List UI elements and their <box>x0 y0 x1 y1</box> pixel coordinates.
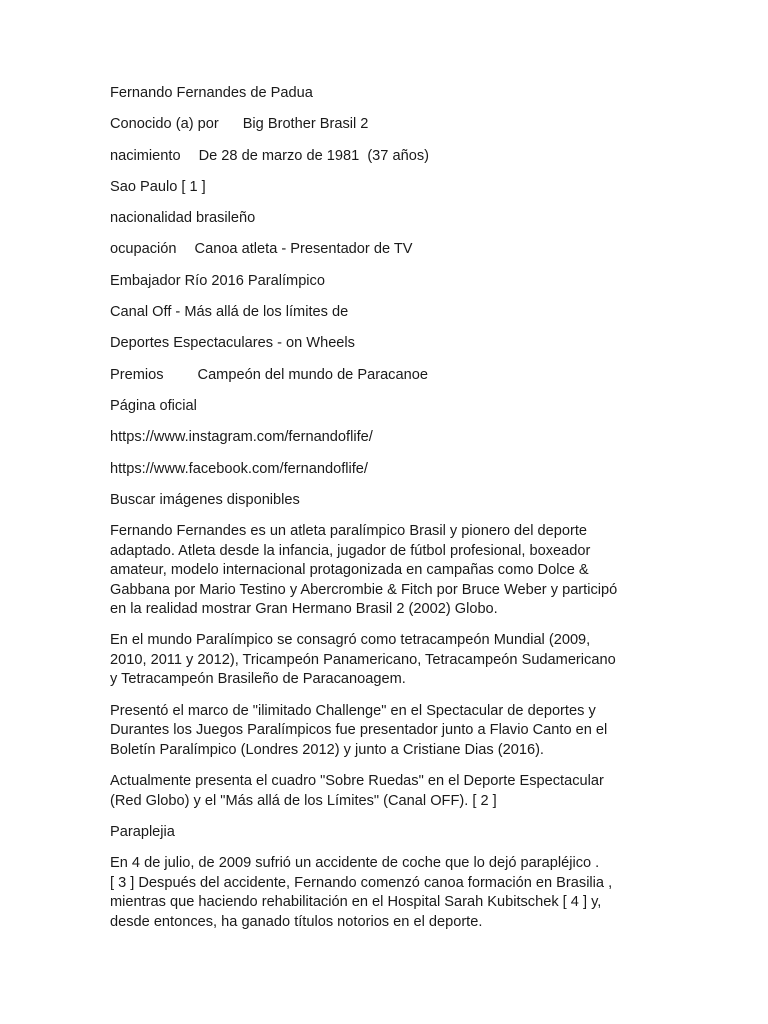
paragraph-presenter <box>110 702 656 761</box>
document-page <box>110 84 656 944</box>
paragraph-line: En 4 de julio, de 2009 sufrió un accidente de coche que lo dejó parapléjico . <box>110 855 600 872</box>
document-title: Fernando Fernandes de Padua <box>110 85 313 101</box>
section-heading-paraplejia: Paraplejia <box>110 823 175 840</box>
known-for-value: Big Brother Brasil 2 <box>242 116 369 133</box>
birth-label: nacimiento <box>110 147 181 164</box>
known-for-row <box>110 115 656 135</box>
awards-value: Campeón del mundo de Paracanoe <box>197 366 428 383</box>
canal-off: Canal Off - Más allá de los límites de <box>110 304 349 321</box>
paragraph-line: 2010, 2011 y 2012), Tricampeón Panamericano, Tetracampeón Sudamericano <box>110 651 616 668</box>
instagram-link[interactable]: https://www.instagram.com/fernandoflife/ <box>110 429 373 446</box>
paragraph-line: [ 3 ] Después del accidente, Fernando comenzó canoa formación en Brasilia , <box>110 874 613 891</box>
official-page: Página oficial <box>110 397 197 414</box>
paragraph-line: desde entonces, ha ganado títulos notorios en el deporte. <box>110 913 483 930</box>
ambassador: Embajador Río 2016 Paralímpico <box>110 272 325 289</box>
paragraph-paralympic <box>110 631 656 690</box>
facebook-link[interactable]: https://www.facebook.com/fernandoflife/ <box>110 460 368 477</box>
paragraph-line: adaptado. Atleta desde la infancia, jugador de fútbol profesional, boxeador <box>110 542 591 559</box>
paragraph-line: En el mundo Paralímpico se consagró como tetracampeón Mundial (2009, <box>110 632 591 649</box>
nationality: nacionalidad brasileño <box>110 210 256 227</box>
deportes-espectaculares: Deportes Espectaculares - on Wheels <box>110 335 355 352</box>
paragraph-line: Gabbana por Mario Testino y Abercrombie & Fitch por Bruce Weber y participó <box>110 581 618 598</box>
birthplace: Sao Paulo [ 1 ] <box>110 178 206 195</box>
awards-label: Premios <box>110 366 164 383</box>
birth-row <box>110 147 656 167</box>
paragraph-line: en la realidad mostrar Gran Hermano Brasil 2 (2002) Globo. <box>110 601 498 618</box>
occupation-value: Canoa atleta - Presentador de TV <box>194 241 413 258</box>
paragraph-current <box>110 772 656 811</box>
search-images-link[interactable]: Buscar imágenes disponibles <box>110 491 300 508</box>
occupation-label: ocupación <box>110 241 177 258</box>
paragraph-line: mientras que haciendo rehabilitación en el Hospital Sarah Kubitschek [ 4 ] y, <box>110 894 602 911</box>
occupation-row <box>110 240 656 260</box>
paragraph-intro <box>110 522 656 620</box>
birth-value: De 28 de marzo de 1981 (37 años) <box>198 147 429 164</box>
known-for-label: Conocido (a) por <box>110 116 219 133</box>
paragraph-line: Actualmente presenta el cuadro "Sobre Ruedas" en el Deporte Espectacular <box>110 773 604 790</box>
paragraph-accident <box>110 854 656 932</box>
paragraph-line: Durantes los Juegos Paralímpicos fue presentador junto a Flavio Canto en el <box>110 722 608 739</box>
paragraph-line: Boletín Paralímpico (Londres 2012) y junto a Cristiane Dias (2016). <box>110 741 544 758</box>
paragraph-line: (Red Globo) y el "Más allá de los Límites" (Canal OFF). [ 2 ] <box>110 792 497 809</box>
paragraph-line: Presentó el marco de "ilimitado Challenge" en el Spectacular de deportes y <box>110 702 596 719</box>
paragraph-line: Fernando Fernandes es un atleta paralímpico Brasil y pionero del deporte <box>110 523 588 540</box>
paragraph-line: y Tetracampeón Brasileño de Paracanoagem. <box>110 671 406 688</box>
awards-row <box>110 366 656 386</box>
paragraph-line: amateur, modelo internacional protagonizada en campañas como Dolce & <box>110 562 589 579</box>
